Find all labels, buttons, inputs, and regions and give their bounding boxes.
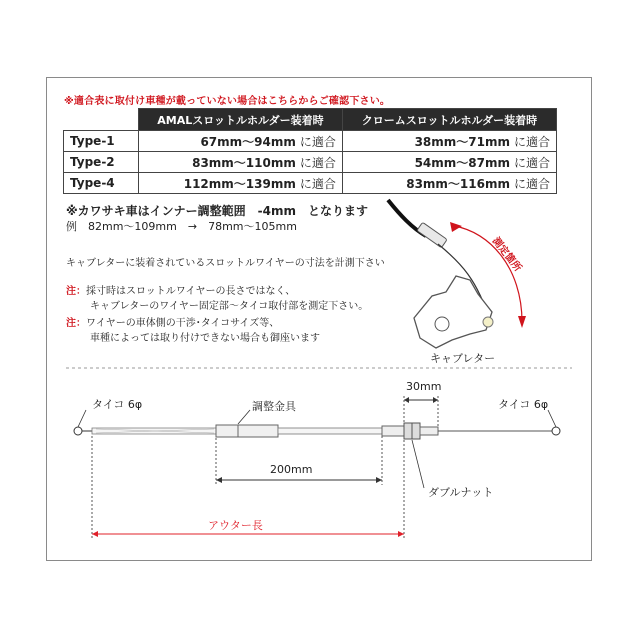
ferrule (420, 427, 438, 435)
right-nipple-label: タイコ 6φ (498, 398, 549, 411)
cable-diagram (74, 396, 560, 540)
type-cell: Type-1 (64, 131, 139, 152)
outer-length-label: アウター長 (208, 519, 263, 532)
leader-line (78, 410, 86, 427)
range-value: 54mm〜87mm (414, 155, 510, 170)
note-mark: 注： (66, 286, 86, 297)
double-nut-a (404, 423, 412, 439)
measure-arrow-icon (450, 222, 462, 232)
dim-200-label: 200mm (270, 463, 313, 476)
range-value: 112mm〜139mm (183, 176, 296, 191)
measure-arrow-icon (518, 316, 526, 328)
carburetor-caption: キャブレター (430, 352, 496, 365)
outer-cable-middle (278, 428, 382, 434)
type-cell: Type-2 (64, 152, 139, 173)
range-value: 67mm〜94mm (200, 134, 296, 149)
leader-line (548, 410, 556, 427)
leader-line (412, 440, 424, 488)
note-mark: 注： (66, 318, 86, 329)
dim-30-label: 30mm (406, 380, 442, 393)
fit-suffix: に適合 (299, 155, 336, 170)
type-cell: Type-4 (64, 173, 139, 194)
kawasaki-note: ※カワサキ車はインナー調整範囲 -4mm となります (66, 204, 369, 218)
fit-suffix: に適合 (299, 134, 336, 149)
range-value: 83mm〜110mm (192, 155, 296, 170)
carburetor-illustration (388, 200, 526, 348)
range-value: 83mm〜116mm (406, 176, 510, 191)
note-2-cont: 車種によっては取り付けできない場合も御座います (90, 333, 320, 344)
fit-suffix: に適合 (513, 134, 550, 149)
measure-point-label: 測定箇所 (489, 235, 524, 274)
table-header-amal: AMALスロットルホルダー装着時 (139, 109, 343, 131)
throttle-pulley (414, 276, 492, 348)
threaded-end (382, 426, 404, 436)
fit-suffix: に適合 (299, 176, 336, 191)
adjuster-fitting (216, 425, 278, 437)
fit-suffix: に適合 (513, 155, 550, 170)
double-nut-b (412, 423, 420, 439)
adjuster-label: 調整金具 (252, 400, 296, 413)
right-nipple-icon (552, 427, 560, 435)
leader-line (238, 410, 250, 424)
fit-suffix: に適合 (513, 176, 550, 191)
left-nipple-icon (74, 427, 82, 435)
example-text: 例 82mm〜109mm → 78mm〜105mm (66, 220, 297, 233)
nipple-point (483, 317, 493, 327)
notice-link[interactable]: ※適合表に取付け車種が載っていない場合はこちらからご確認下さい。 (64, 96, 391, 107)
measure-instruction: キャブレターに装着されているスロットルワイヤーの寸法を計測下さい (66, 258, 385, 269)
note-line: ワイヤーの車体側の干渉･タイコサイズ等、 (86, 318, 280, 329)
note-1-cont: キャブレターのワイヤー固定部〜タイコ取付部を測定下さい。 (90, 301, 369, 312)
table-header-chrome: クロームスロットルホルダー装着時 (342, 109, 556, 131)
left-nipple-label: タイコ 6φ (92, 398, 143, 411)
range-value: 38mm〜71mm (414, 134, 510, 149)
double-nut-label: ダブルナット (428, 486, 494, 499)
note-line: 採寸時はスロットルワイヤーの長さではなく、 (86, 286, 296, 297)
pulley-hub (435, 317, 449, 331)
